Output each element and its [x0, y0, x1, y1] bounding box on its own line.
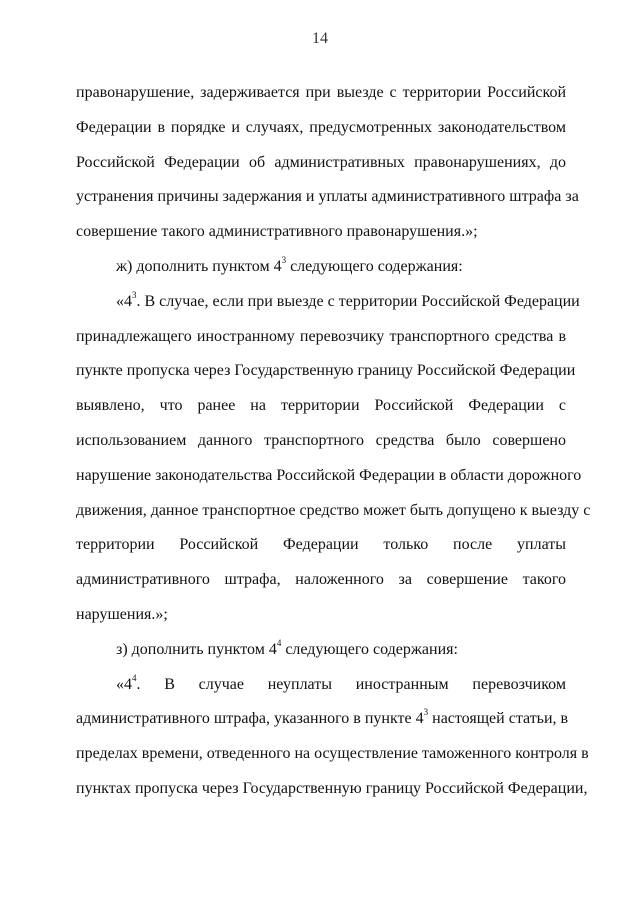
text-line: движения, данное транспортное средство может быть допущено к выезду с — [76, 501, 591, 519]
item-zh-text: ж) дополнить пунктом 4 — [116, 257, 282, 275]
clause-number: «4 — [116, 675, 132, 693]
item-z-text: з) дополнить пунктом 4 — [116, 640, 277, 658]
text-line — [76, 702, 569, 737]
text-line: пункте пропуска через Государственную границу Российской Федерации — [76, 362, 576, 380]
superscript: 3 — [281, 254, 287, 265]
superscript: 4 — [276, 637, 282, 648]
clause-number: «4 — [116, 292, 132, 310]
paragraph-item-z — [76, 633, 566, 668]
text-line: нарушение законодательства Российской Федерации в области дорожного — [76, 466, 582, 484]
clause-text: . В случае неуплаты иностранным перевозчиком — [136, 675, 566, 693]
text-line: принадлежащего иностранному перевозчику транспортного средства в — [76, 327, 566, 345]
document-body — [76, 76, 591, 807]
text-line: устранения причины задержания и уплаты административного штрафа за — [76, 188, 579, 206]
paragraph-clause-4-3 — [76, 285, 591, 633]
text-line: совершение такого административного правонарушения.»; — [76, 223, 478, 241]
superscript: 4 — [132, 672, 137, 683]
text-line — [76, 285, 580, 320]
text-line: Федерации в порядке и случаях, предусмотренных законодательством — [76, 118, 566, 136]
superscript: 3 — [423, 707, 429, 718]
text-line: нарушения.»; — [76, 605, 168, 623]
page-number: 14 — [312, 30, 328, 47]
paragraph-item-zh — [76, 250, 566, 285]
clause-text: . В случае, если при выезде с территории Российской Федерации — [136, 292, 580, 310]
clause-text: административного штрафа, указанного в пункте 4 — [76, 710, 424, 728]
item-zh-text-end: следующего содержания: — [286, 257, 463, 275]
superscript: 3 — [132, 289, 137, 300]
text-line: правонарушение, задерживается при выезде с территории Российской — [76, 84, 566, 101]
text-line — [76, 668, 566, 703]
item-z-text-end: следующего содержания: — [281, 640, 458, 658]
text-line: территории Российской Федерации только после уплаты — [76, 536, 566, 554]
text-line: пределах времени, отведенного на осуществление таможенного контроля в — [76, 745, 589, 763]
paragraph-clause-4-4 — [76, 668, 589, 807]
text-line: Российской Федерации об административных правонарушениях, до — [76, 153, 566, 171]
text-line: административного штрафа, наложенного за совершение такого — [76, 571, 566, 589]
text-line: использованием данного транспортного средства было совершено — [76, 431, 566, 449]
clause-text: настоящей статьи, в — [428, 710, 569, 728]
text-line: пунктах пропуска через Государственную границу Российской Федерации, — [76, 779, 588, 797]
paragraph-continuation — [76, 76, 579, 250]
text-line: выявлено, что ранее на территории Российской Федерации с — [76, 397, 566, 415]
